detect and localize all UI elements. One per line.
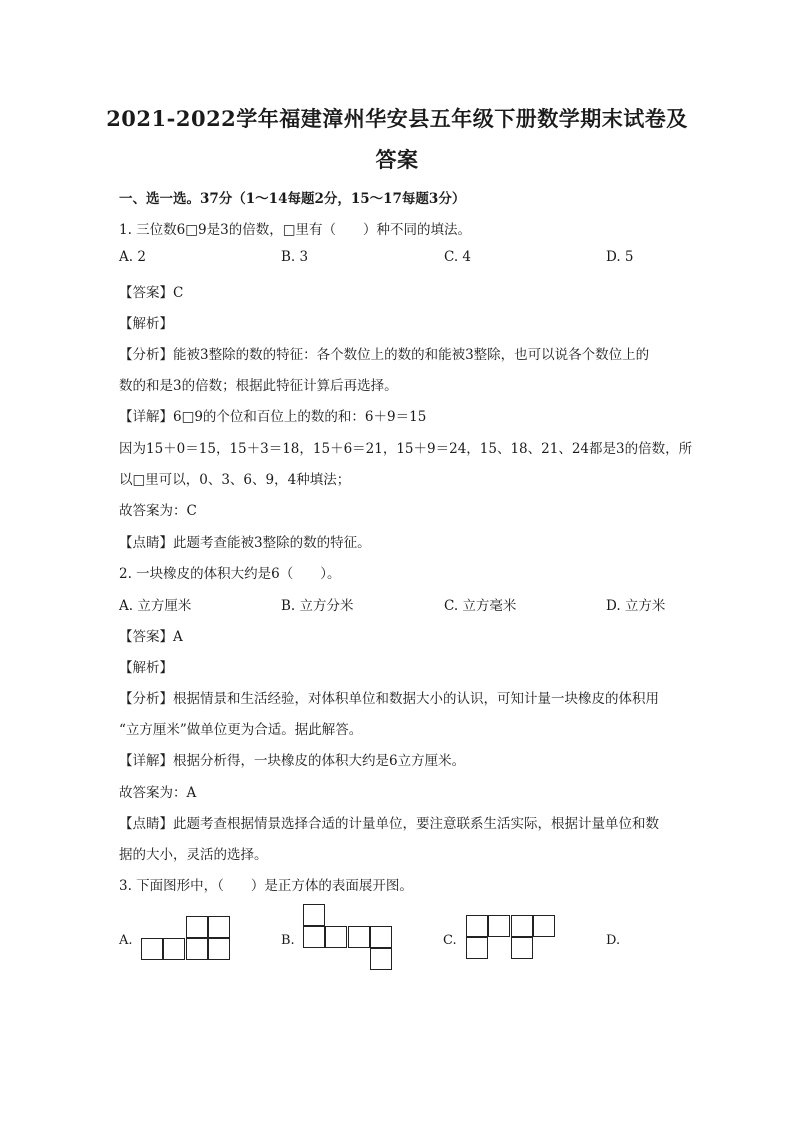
- q1-analysis-heading: 【解析】: [119, 316, 173, 332]
- q1-final-answer: 故答案为：C: [119, 503, 197, 519]
- net-a-square: [208, 916, 230, 938]
- q2-final-answer: 故答案为：A: [119, 785, 197, 801]
- net-c-square: [488, 915, 510, 937]
- net-b-square: [303, 926, 325, 948]
- q2-option-b: B. 立方分米: [281, 598, 354, 614]
- q2-analysis-line2: “立方厘米”做单位更为合适。据此解答。: [119, 722, 363, 738]
- document-title-line2: 答案: [375, 147, 419, 172]
- q3-label-a: A.: [119, 933, 133, 948]
- q1-detail-line1: 【详解】6□9的个位和百位上的数的和：6＋9＝15: [119, 409, 427, 425]
- q2-answer: 【答案】A: [119, 629, 183, 645]
- q2-stem: 2. 一块橡皮的体积大约是6（ ）。: [119, 566, 341, 582]
- q2-option-c: C. 立方毫米: [444, 598, 517, 614]
- q1-option-b: B. 3: [281, 249, 309, 265]
- section-heading: 一、选一选。37分（1～14每题2分，15～17每题3分）: [119, 191, 466, 207]
- q1-comment: 【点睛】此题考查能被3整除的数的特征。: [119, 535, 371, 551]
- q3-stem: 3. 下面图形中，（ ）是正方体的表面展开图。: [119, 878, 413, 894]
- q1-analysis-line1: 【分析】能被3整除的数的特征：各个数位上的数的和能被3整除，也可以说各个数位上的: [119, 347, 650, 363]
- net-b-square: [370, 948, 392, 970]
- net-c-square: [511, 915, 533, 937]
- net-c-square: [466, 937, 488, 959]
- net-c-square: [466, 915, 488, 937]
- q1-options: [119, 249, 679, 269]
- q1-answer: 【答案】C: [119, 285, 184, 301]
- net-a-square: [141, 938, 163, 960]
- q1-option-a: A. 2: [119, 249, 146, 265]
- net-b-square: [303, 904, 325, 926]
- q1-stem: 1. 三位数6□9是3的倍数，□里有（ ）种不同的填法。: [119, 222, 471, 238]
- net-a-square: [208, 938, 230, 960]
- q1-analysis-line2: 数的和是3的倍数；根据此特征计算后再选择。: [119, 378, 398, 394]
- q2-detail-line1: 【详解】根据分析得，一块橡皮的体积大约是6立方厘米。: [119, 753, 466, 769]
- q1-detail-line3: 以□里可以，0、3、6、9，4种填法；: [119, 472, 351, 488]
- q2-option-d: D. 立方米: [606, 598, 666, 614]
- net-b-square: [370, 926, 392, 948]
- q2-comment-line1: 【点睛】此题考查根据情景选择合适的计量单位，要注意联系生活实际，根据计量单位和数: [119, 816, 659, 832]
- q1-option-d: D. 5: [606, 249, 634, 265]
- net-c-square: [511, 937, 533, 959]
- q2-analysis-heading: 【解析】: [119, 660, 173, 676]
- q2-analysis-line1: 【分析】根据情景和生活经验，对体积单位和数据大小的认识，可知计量一块橡皮的体积用: [119, 691, 659, 707]
- net-b-square: [348, 926, 370, 948]
- net-a-square: [163, 938, 185, 960]
- q3-label-d: D.: [606, 933, 621, 948]
- q1-option-c: C. 4: [444, 249, 472, 265]
- q3-label-c: C.: [443, 933, 457, 948]
- net-a-square: [186, 938, 208, 960]
- q3-label-b: B.: [281, 933, 295, 948]
- net-a-square: [186, 916, 208, 938]
- document-title-line1: 2021-2022学年福建漳州华安县五年级下册数学期末试卷及: [106, 106, 688, 131]
- q2-option-a: A. 立方厘米: [119, 598, 192, 614]
- net-b-square: [325, 926, 347, 948]
- q2-comment-line2: 据的大小，灵活的选择。: [119, 847, 268, 863]
- q2-options: [119, 594, 679, 614]
- q1-detail-line2: 因为15＋0＝15，15＋3＝18，15＋6＝21，15＋9＝24，15、18、21、24都是3的倍数，所: [119, 441, 693, 457]
- net-c-square: [533, 915, 555, 937]
